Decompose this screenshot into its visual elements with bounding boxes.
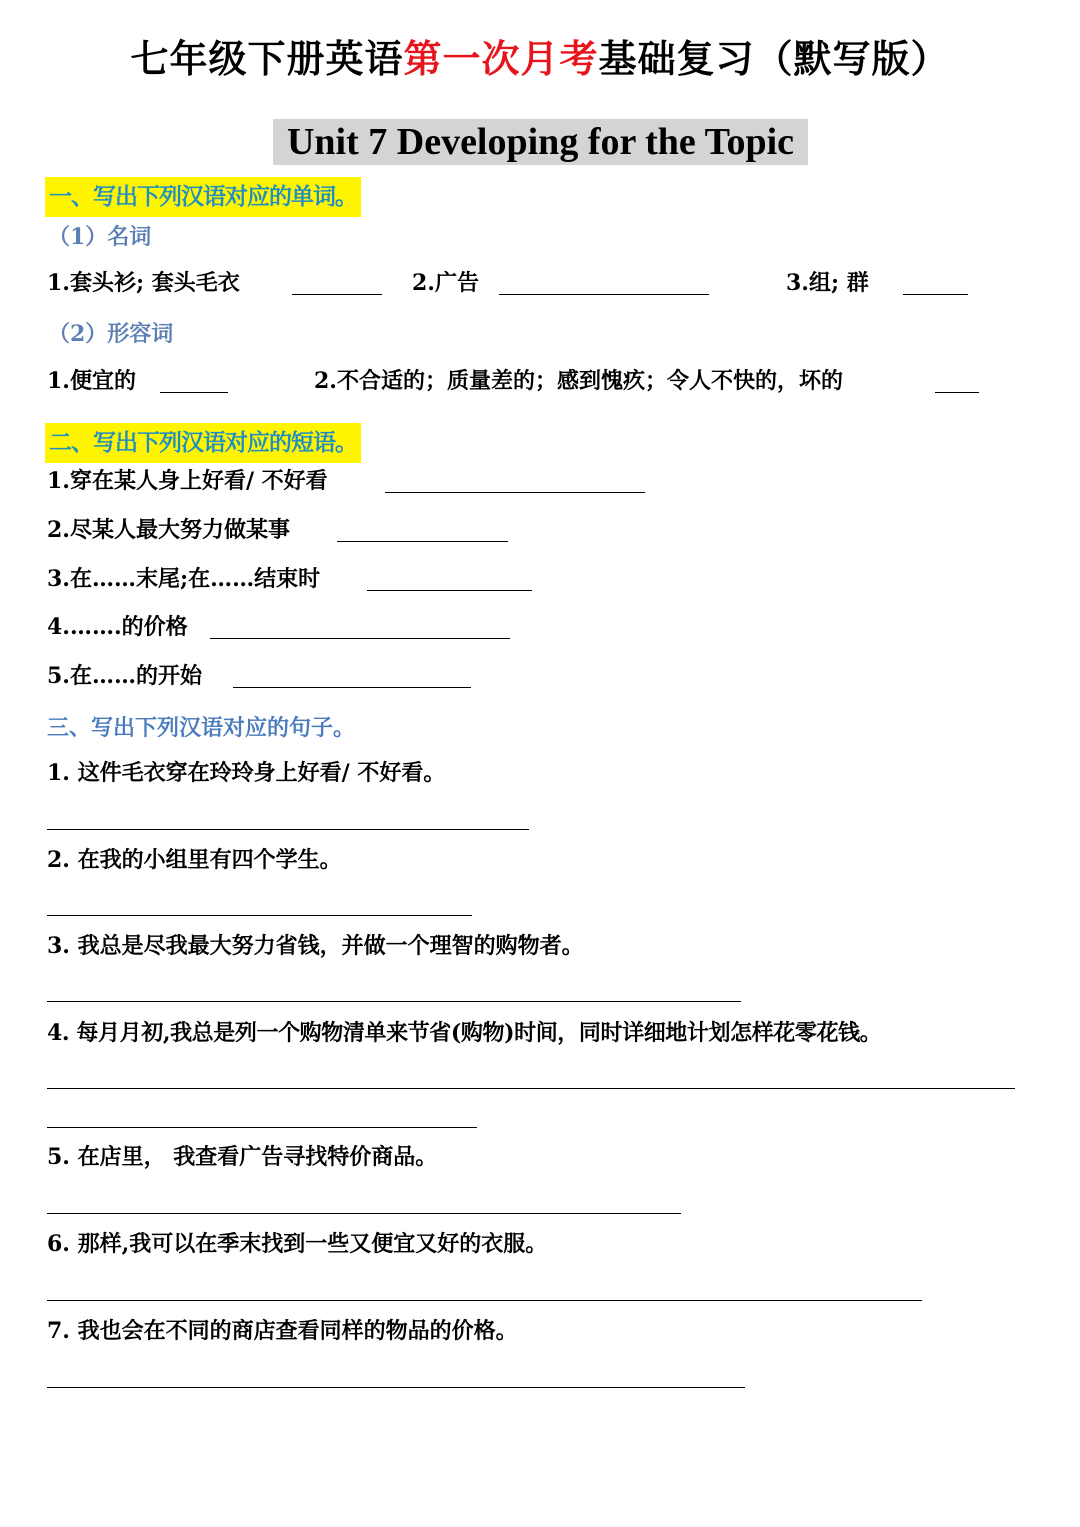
- adjectives-label: （2）形容词: [48, 321, 174, 347]
- sentence-item-5: 5. 在店里， 我查看广告寻找特价商品。: [47, 1144, 438, 1170]
- noun-item-1: 1.套头衫; 套头毛衣: [47, 270, 240, 296]
- adjective-item-2: 2.不合适的；质量差的；感到愧疚；令人不快的，坏的: [314, 368, 843, 394]
- title-part-1: 七年级下册英语: [130, 37, 404, 81]
- phrase-item-2: 2.尽某人最大努力做某事: [47, 517, 290, 543]
- answer-blank[interactable]: [47, 1088, 1015, 1089]
- answer-blank[interactable]: [47, 1387, 745, 1388]
- phrase-item-1: 1.穿在某人身上好看/ 不好看: [47, 468, 328, 494]
- answer-blank[interactable]: [903, 294, 968, 295]
- section-3-heading: 三、写出下列汉语对应的句子。: [47, 716, 356, 741]
- unit-title: Unit 7 Developing for the Topic: [273, 119, 808, 165]
- sentence-item-2: 2. 在我的小组里有四个学生。: [47, 847, 342, 873]
- answer-blank[interactable]: [499, 294, 709, 295]
- answer-blank[interactable]: [935, 392, 979, 393]
- adjective-item-1: 1.便宜的: [47, 368, 136, 394]
- answer-blank[interactable]: [47, 915, 472, 916]
- phrase-item-4: 4.…….的价格: [47, 614, 188, 640]
- answer-blank[interactable]: [47, 829, 529, 830]
- sentence-item-1: 1. 这件毛衣穿在玲玲身上好看/ 不好看。: [47, 760, 446, 786]
- answer-blank[interactable]: [385, 492, 645, 493]
- noun-item-2: 2.广告: [412, 270, 479, 296]
- answer-blank[interactable]: [367, 590, 532, 591]
- answer-blank[interactable]: [47, 1300, 922, 1301]
- answer-blank[interactable]: [47, 1001, 741, 1002]
- sentence-item-7: 7. 我也会在不同的商店查看同样的物品的价格。: [47, 1318, 518, 1344]
- title-part-2-highlight: 第一次月考: [403, 37, 599, 81]
- section-2-heading: 二、写出下列汉语对应的短语。: [45, 423, 361, 463]
- title-part-3: 基础复习（默写版）: [598, 37, 950, 81]
- answer-blank[interactable]: [160, 392, 228, 393]
- page-title: [0, 28, 1080, 83]
- noun-item-3: 3.组; 群: [786, 270, 869, 296]
- answer-blank[interactable]: [233, 687, 471, 688]
- phrase-item-5: 5.在……的开始: [47, 663, 202, 689]
- answer-blank[interactable]: [210, 638, 510, 639]
- sentence-item-6: 6. 那样,我可以在季末找到一些又便宜又好的衣服。: [47, 1231, 548, 1257]
- sentence-item-4: 4. 每月月初,我总是列一个购物清单来节省(购物)时间，同时详细地计划怎样花零花钱。: [47, 1020, 882, 1046]
- sentence-item-3: 3. 我总是尽我最大努力省钱，并做一个理智的购物者。: [47, 933, 584, 959]
- answer-blank[interactable]: [47, 1127, 477, 1128]
- answer-blank[interactable]: [47, 1213, 681, 1214]
- nouns-label: （1）名词: [48, 224, 152, 250]
- phrase-item-3: 3.在……末尾;在……结束时: [47, 566, 321, 592]
- section-1-heading: 一、写出下列汉语对应的单词。: [45, 177, 361, 217]
- answer-blank[interactable]: [337, 541, 508, 542]
- answer-blank[interactable]: [292, 294, 382, 295]
